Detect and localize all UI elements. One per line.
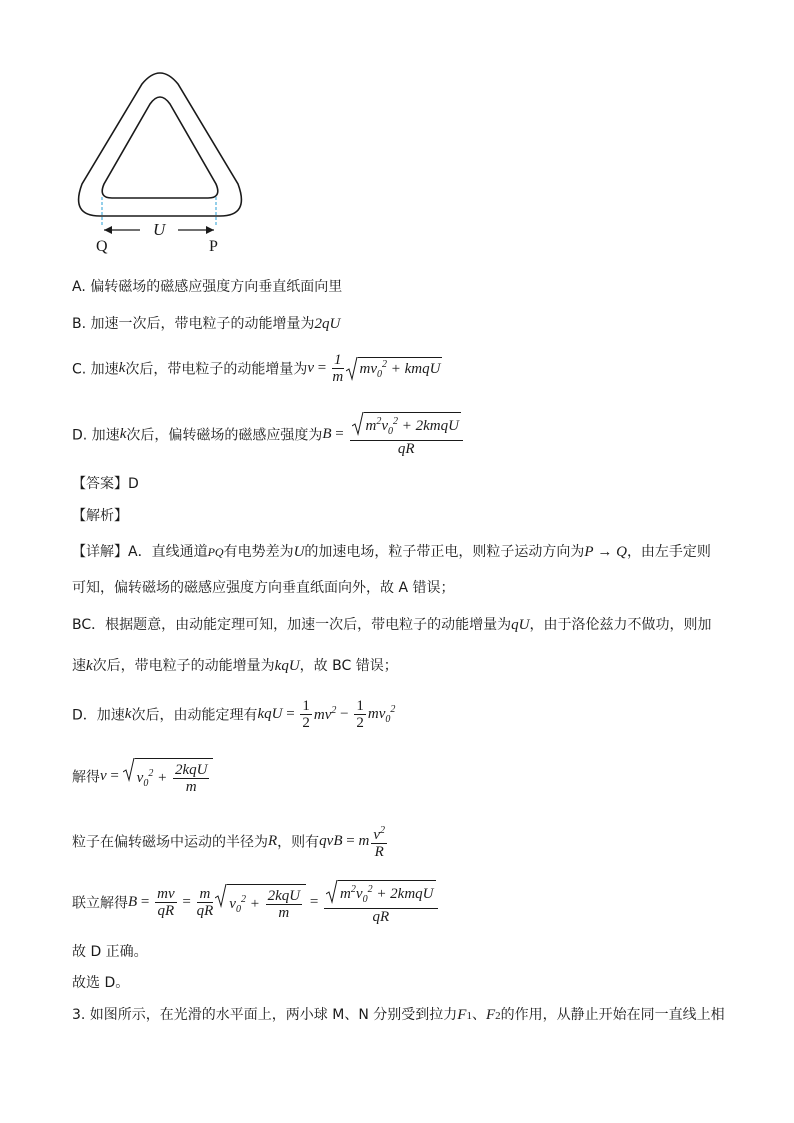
detail-line-5: D．加速k次后，由动能定理有kqU = $\frac{1}{2}$ $mv^2$ − $\frac{1}{2}$ $mv_0^2$ xyxy=(72,698,396,731)
option-b: B. 加速一次后，带电粒子的动能增量为2qU xyxy=(72,316,341,332)
option-a: A. 偏转磁场的磁感应强度方向垂直纸面向里 xyxy=(72,279,343,295)
detail-line-3: BC．根据题意，由动能定理可知，加速一次后，带电粒子的动能增量为qU，由于洛伦兹力不做功，则加 xyxy=(72,617,712,633)
option-d: D. 加速k次后，偏转磁场的磁感应强度为B = $\frac{m^2v_0^2 + 2kmqU}{qR}$ xyxy=(72,412,465,457)
label-u: U xyxy=(153,220,166,239)
option-c: C. 加速k次后，带电粒子的动能增量为v = $\frac{1}{m}$ $mv_0^2$ + kmqU xyxy=(72,352,441,385)
label-p: P xyxy=(209,238,218,255)
detail-line-7: 粒子在偏转磁场中运动的半径为R，则有qvB = m $\frac{v^2}{R}$ xyxy=(72,825,385,860)
detail-line-10: 故选 D。 xyxy=(72,975,130,991)
label-q: Q xyxy=(96,238,108,255)
detail-line-8: 联立解得B = $\frac{mv}{qR}$ = $\frac{m}{qR}$ $v_0^2$ + $\frac{\text{2kqU}}{m}$ = $\frac{m^2v_0^2 + 2kmqU}{qR}$ xyxy=(72,880,440,925)
inner-track xyxy=(102,97,218,198)
next-question: 3. 如图所示，在光滑的水平面上，两小球 M、N 分别受到拉力F1、F2的作用，从静止开始在同一直线上相 xyxy=(72,1007,725,1023)
detail-line-6: 解得v = $v_0^2$ + $\frac{\text{2kqU}}{m}$ xyxy=(72,758,213,795)
analysis-label: 【解析】 xyxy=(72,508,128,524)
answer: 【答案】D xyxy=(72,476,139,492)
detail-line-4: 速k次后，带电粒子的动能增量为kqU，故 BC 错误； xyxy=(72,658,398,674)
u-arrowhead-right xyxy=(206,226,214,234)
detail-line-2: 可知，偏转磁场的磁感应强度方向垂直纸面向外，故 A 错误； xyxy=(72,580,455,596)
detail-line-1: 【详解】A．直线通道PQ有电势差为U的加速电场，粒子带正电，则粒子运动方向为P → Q，由左手定则 xyxy=(72,544,711,560)
detail-line-9: 故 D 正确。 xyxy=(72,944,148,960)
u-arrowhead-left xyxy=(104,226,112,234)
